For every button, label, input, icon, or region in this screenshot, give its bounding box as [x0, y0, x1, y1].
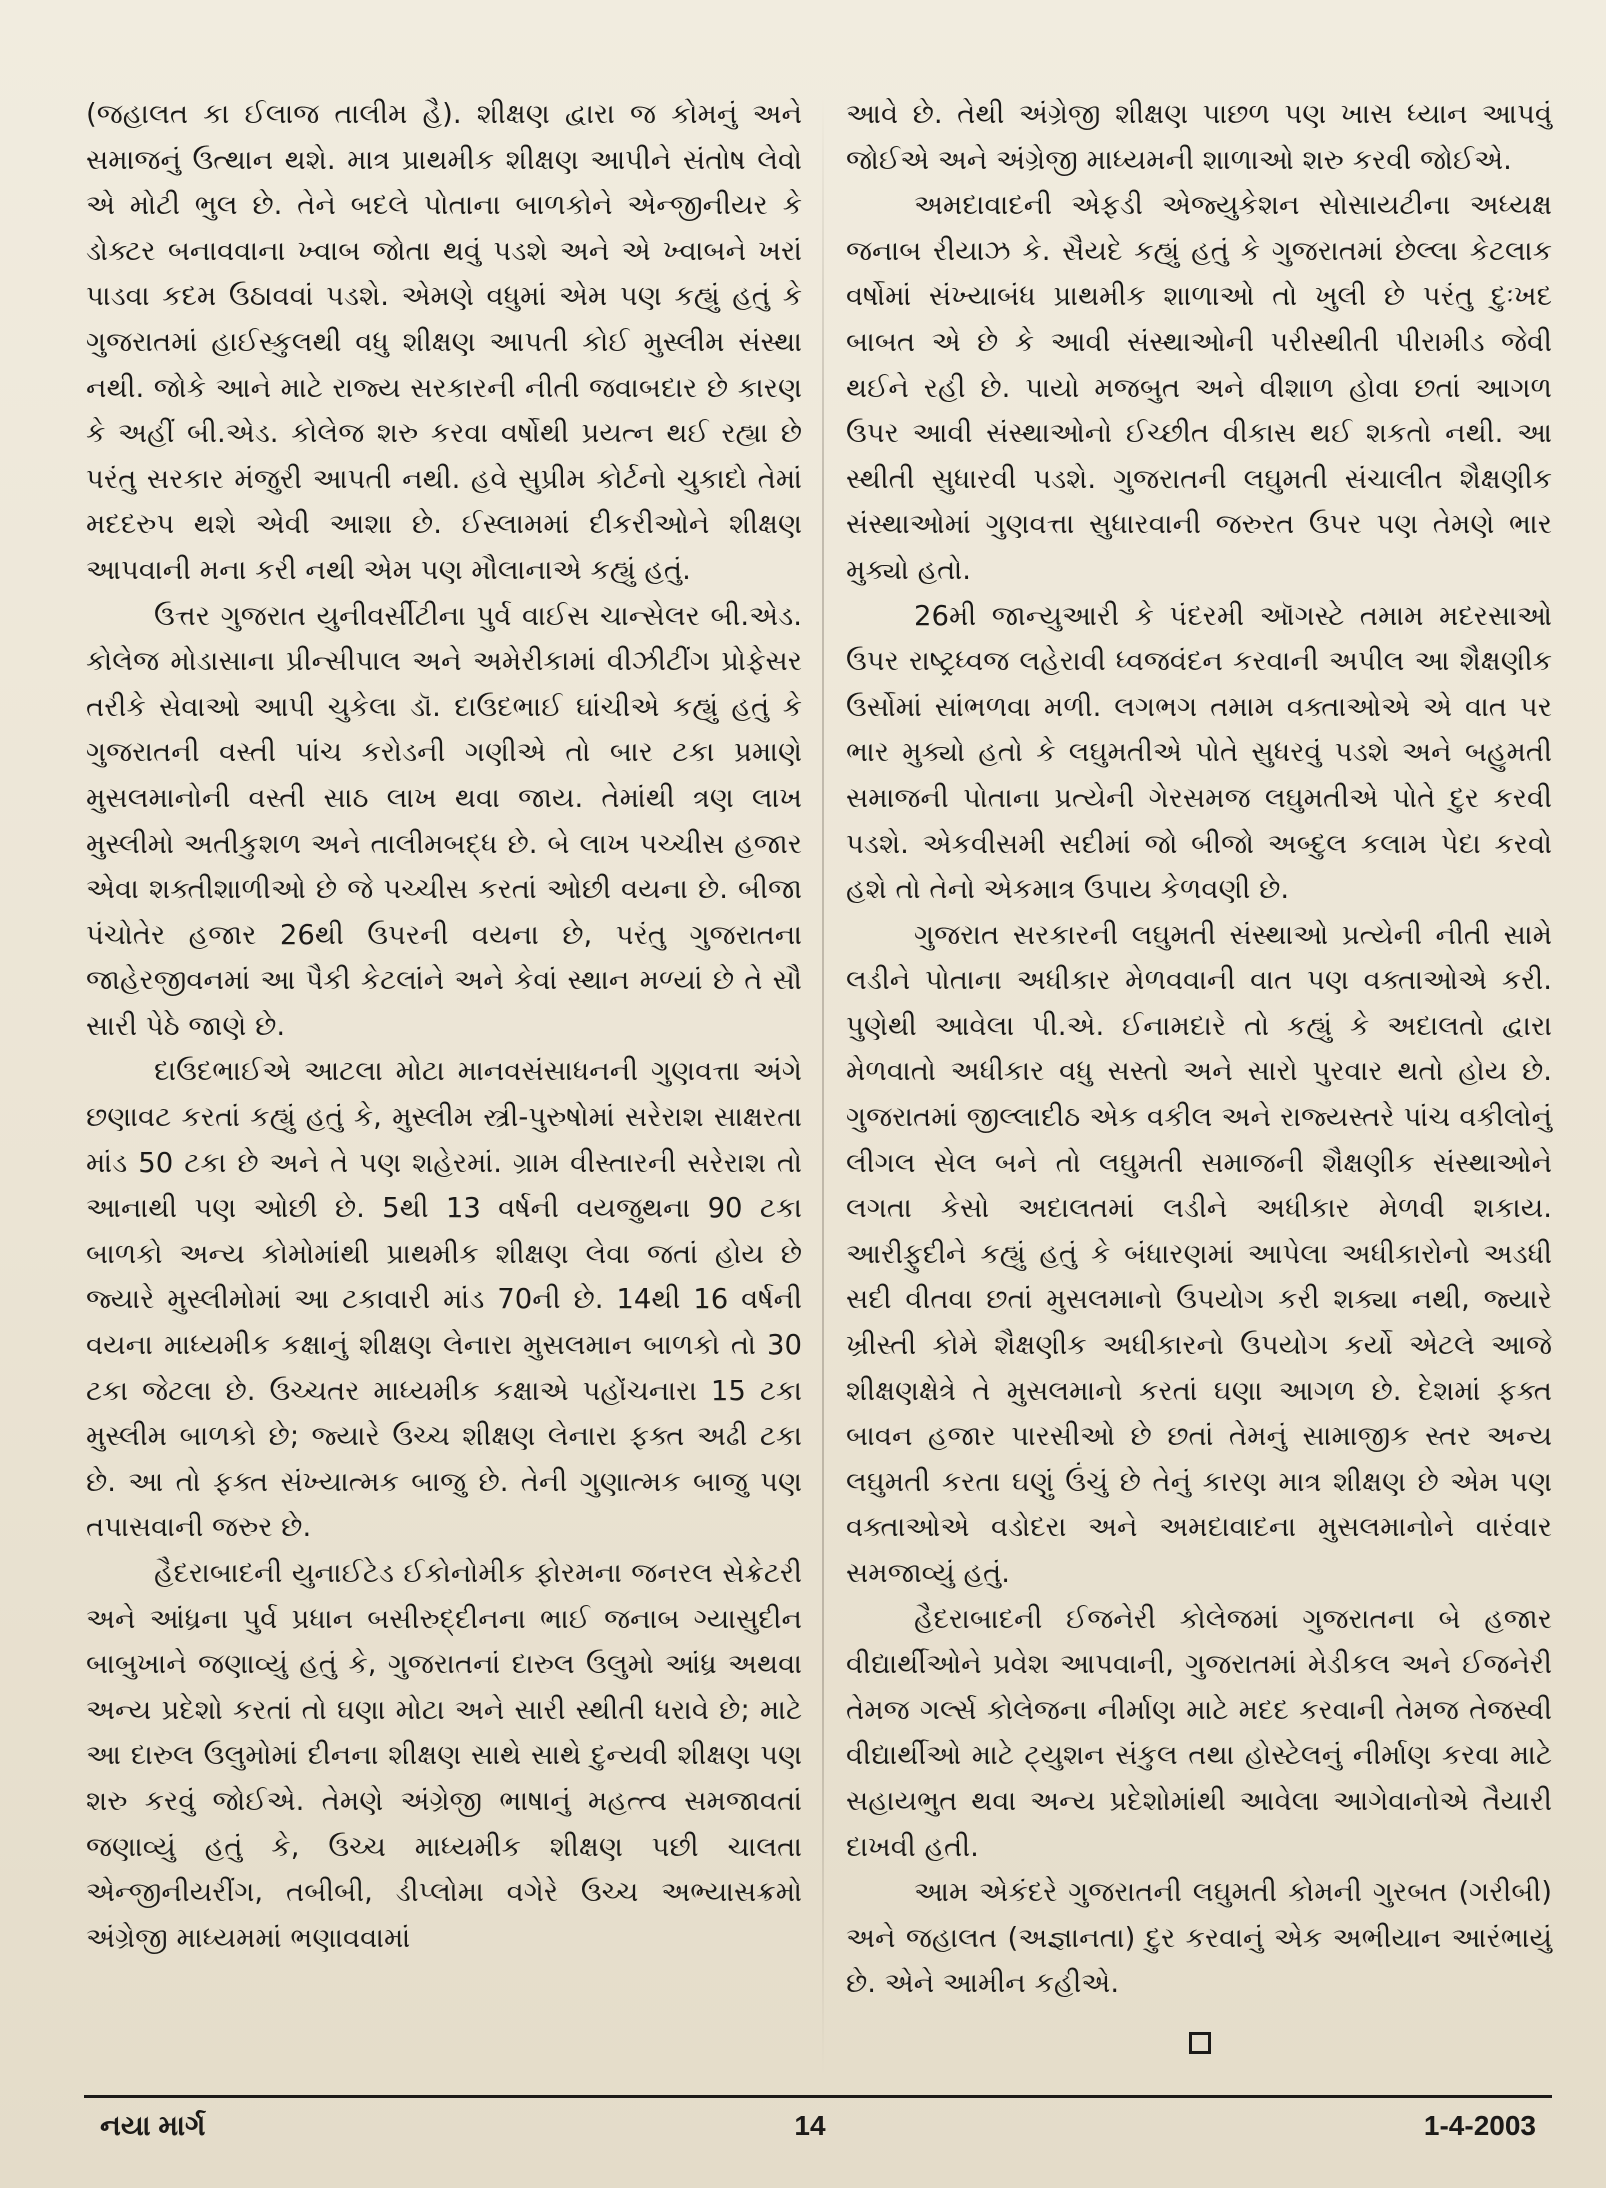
left-paragraph-1: (જહાલત કા ઈલાજ તાલીમ હૈ). શીક્ષણ દ્વારા જ કોમનું અને સમાજનું ઉત્થાન થશે. માત્ર પ્રાથમીક શીક્ષણ આપીને સંતોષ લેવો એ મોટી ભુલ છે. તેને બદલે પોતાના બાળકોને એન્જીનીયર કે ડોક્ટર બનાવવાના ખ્વાબ જોતા થવું પડશે અને એ ખ્વાબને ખરાં પાડવા કદમ ઉઠાવવાં પડશે. એમણે વધુમાં એમ પણ કહ્યું હતું કે ગુજરાતમાં હાઈસ્કુલથી વધુ શીક્ષણ આપતી કોઈ મુસ્લીમ સંસ્થા નથી. જોકે આને માટે રાજ્ય સરકારની નીતી જવાબદાર છે કારણ કે અહીં બી.એડ. કોલેજ શરુ કરવા વર્ષોથી પ્રયત્ન થઈ રહ્યા છે પરંતુ સરકાર મંજુરી આપતી નથી. હવે સુપ્રીમ કોર્ટનો ચુકાદો તેમાં મદદરુપ થશે એવી આશા છે. ઈસ્લામમાં દીકરીઓને શીક્ષણ આપવાની મના કરી નથી એમ પણ મૌલાનાએ કહ્યું હતું. [86, 98, 802, 586]
left-column [86, 92, 802, 1961]
right-paragraph-6: આમ એકંદરે ગુજરાતની લઘુમતી કોમની ગુરબત (ગરીબી) અને જહાલત (અજ્ઞાનતા) દુર કરવાનું એક અભીયાન આરંભાયું છે. એને આમીન કહીએ. [846, 1876, 1552, 2000]
left-paragraph-4: હૈદરાબાદની યુનાઈટેડ ઈકોનોમીક ફોરમના જનરલ સેક્રેટરી અને આંધ્રના પુર્વ પ્રધાન બસીરુદ્દીનના ભાઈ જનાબ ગ્યાસુદીન બાબુખાને જણાવ્યું હતું કે, ગુજરાતનાં દારુલ ઉલુમો આંધ્ર અથવા અન્ય પ્રદેશો કરતાં તો ઘણા મોટા અને સારી સ્થીતી ધરાવે છે; માટે આ દારુલ ઉલુમોમાં દીનના શીક્ષણ સાથે સાથે દુન્યવી શીક્ષણ પણ શરુ કરવું જોઈએ. તેમણે અંગ્રેજી ભાષાનું મહત્ત્વ સમજાવતાં જણાવ્યું હતું કે, ઉચ્ચ માધ્યમીક શીક્ષણ પછી ચાલતા એન્જીનીયરીંગ, તબીબી, ડીપ્લોમા વગેરે ઉચ્ચ અભ્યાસક્રમો અંગ્રેજી માધ્યમમાં ભણાવવામાં [86, 1557, 802, 1954]
left-paragraph-2: ઉત્તર ગુજરાત યુનીવર્સીટીના પુર્વ વાઈસ ચાન્સેલર બી.એડ. કોલેજ મોડાસાના પ્રીન્સીપાલ અને અમેરીકામાં વીઝીટીંગ પ્રોફેસર તરીકે સેવાઓ આપી ચુકેલા ડૉ. દાઉદભાઈ ઘાંચીએ કહ્યું હતું કે ગુજરાતની વસ્તી પાંચ કરોડની ગણીએ તો બાર ટકા પ્રમાણે મુસલમાનોની વસ્તી સાઠ લાખ થવા જાય. તેમાંથી ત્રણ લાખ મુસ્લીમો અતીકુશળ અને તાલીમબદ્ધ છે. બે લાખ પચ્ચીસ હજાર એવા શક્તીશાળીઓ છે જે પચ્ચીસ કરતાં ઓછી વયના છે. બીજા પંચોતેર હજાર 26થી ઉપરની વયના છે, પરંતુ ગુજરાતના જાહેરજીવનમાં આ પૈકી કેટલાંને અને કેવાં સ્થાન મળ્યાં છે તે સૌ સારી પેઠે જાણે છે. [86, 599, 802, 1042]
footer-rule [84, 2095, 1552, 2098]
right-paragraph-1: આવે છે. તેથી અંગ્રેજી શીક્ષણ પાછળ પણ ખાસ ધ્યાન આપવું જોઈએ અને અંગ્રેજી માધ્યમની શાળાઓ શરુ કરવી જોઈએ. [846, 98, 1552, 176]
footer-date: 1-4-2003 [1423, 2110, 1536, 2141]
right-paragraph-4: ગુજરાત સરકારની લઘુમતી સંસ્થાઓ પ્રત્યેની નીતી સામે લડીને પોતાના અધીકાર મેળવવાની વાત પણ વક્તાઓએ કરી. પુણેથી આવેલા પી.એ. ઈનામદારે તો કહ્યું કે અદાલતો દ્વારા મેળવાતો અધીકાર વધુ સસ્તો અને સારો પુરવાર થતો હોય છે. ગુજરાતમાં જીલ્લાદીઠ એક વકીલ અને રાજ્યસ્તરે પાંચ વકીલોનું લીગલ સેલ બને તો લઘુમતી સમાજની શૈક્ષણીક સંસ્થાઓને લગતા કેસો અદાલતમાં લડીને અધીકાર મેળવી શકાય. આરીફુદીને કહ્યું હતું કે બંધારણમાં આપેલા અધીકારોનો અડધી સદી વીતવા છતાં મુસલમાનો ઉપયોગ કરી શક્યા નથી, જ્યારે ખ્રીસ્તી કોમે શૈક્ષણીક અધીકારનો ઉપયોગ કર્યો એટલે આજે શીક્ષણક્ષેત્રે તે મુસલમાનો કરતાં ઘણા આગળ છે. દેશમાં ફક્ત બાવન હજાર પારસીઓ છે છતાં તેમનું સામાજીક સ્તર અન્ય લઘુમતી કરતા ઘણું ઉંચું છે તેનું કારણ માત્ર શીક્ષણ છે એમ પણ વક્તાઓએ વડોદરા અને અમદાવાદના મુસલમાનોને વારંવાર સમજાવ્યું હતું. [846, 918, 1552, 1589]
column-divider [822, 96, 824, 2076]
right-paragraph-2: અમદાવાદની એફડી એજ્યુકેશન સોસાયટીના અધ્યક્ષ જનાબ રીયાઝ કે. સૈયદે કહ્યું હતું કે ગુજરાતમાં છેલ્લા કેટલાક વર્ષોમાં સંખ્યાબંધ પ્રાથમીક શાળાઓ તો ખુલી છે પરંતુ દુઃખદ બાબત એ છે કે આવી સંસ્થાઓની પરીસ્થીતી પીરામીડ જેવી થઈને રહી છે. પાયો મજબુત અને વીશાળ હોવા છતાં આગળ ઉપર આવી સંસ્થાઓનો ઈચ્છીત વીકાસ થઈ શકતો નથી. આ સ્થીતી સુધારવી પડશે. ગુજરાતની લઘુમતી સંચાલીત શૈક્ષણીક સંસ્થાઓમાં ગુણવત્તા સુધારવાની જરુરત ઉપર પણ તેમણે ભાર મુક્યો હતો. [846, 189, 1552, 586]
left-paragraph-3: દાઉદભાઈએ આટલા મોટા માનવસંસાધનની ગુણવત્તા અંગે છણાવટ કરતાં કહ્યું હતું કે, મુસ્લીમ સ્ત્રી-પુરુષોમાં સરેરાશ સાક્ષરતા માંડ 50 ટકા છે અને તે પણ શહેરમાં. ગ્રામ વીસ્તારની સરેરાશ તો આનાથી પણ ઓછી છે. 5થી 13 વર્ષની વયજુથના 90 ટકા બાળકો અન્ય કોમોમાંથી પ્રાથમીક શીક્ષણ લેવા જતાં હોય છે જ્યારે મુસ્લીમોમાં આ ટકાવારી માંડ 70ની છે. 14થી 16 વર્ષની વયના માધ્યમીક કક્ષાનું શીક્ષણ લેનારા મુસલમાન બાળકો તો 30 ટકા જેટલા છે. ઉચ્ચતર માધ્યમીક કક્ષાએ પહોંચનારા 15 ટકા મુસ્લીમ બાળકો છે; જ્યારે ઉચ્ચ શીક્ષણ લેનારા ફક્ત અઢી ટકા છે. આ તો ફક્ત સંખ્યાત્મક બાજુ છે. તેની ગુણાત્મક બાજુ પણ તપાસવાની જરુર છે. [86, 1055, 802, 1544]
article-end-square-icon [1189, 2032, 1211, 2054]
right-paragraph-5: હૈદરાબાદની ઈજનેરી કોલેજમાં ગુજરાતના બે હજાર વીદ્યાર્થીઓને પ્રવેશ આપવાની, ગુજરાતમાં મેડીકલ અને ઈજનેરી તેમજ ગર્લ્સ કોલેજના નીર્માણ માટે મદદ કરવાની તેમજ તેજસ્વી વીદ્યાર્થીઓ માટે ટ્યુશન સંકુલ તથા હોસ્ટેલનું નીર્માણ કરવા માટે સહાયભુત થવા અન્ય પ્રદેશોમાંથી આવેલા આગેવાનોએ તૈયારી દાખવી હતી. [846, 1602, 1552, 1863]
footer-publication-name: નયા માર્ગ [100, 2110, 206, 2141]
right-column [846, 92, 1552, 2007]
footer-page-number: 14 [794, 2110, 826, 2141]
right-paragraph-3: 26મી જાન્યુઆરી કે પંદરમી ઑગસ્ટે તમામ મદરસાઓ ઉપર રાષ્ટ્રધ્વજ લહેરાવી ધ્વજવંદન કરવાની અપીલ આ શૈક્ષણીક ઉર્સોમાં સાંભળવા મળી. લગભગ તમામ વક્તાઓએ એ વાત પર ભાર મુક્યો હતો કે લઘુમતીએ પોતે સુધરવું પડશે અને બહુમતી સમાજની પોતાના પ્રત્યેની ગેરસમજ લઘુમતીએ પોતે દુર કરવી પડશે. એકવીસમી સદીમાં જો બીજો અબ્દુલ કલામ પેદા કરવો હશે તો તેનો એકમાત્ર ઉપાય કેળવણી છે. [846, 599, 1552, 906]
